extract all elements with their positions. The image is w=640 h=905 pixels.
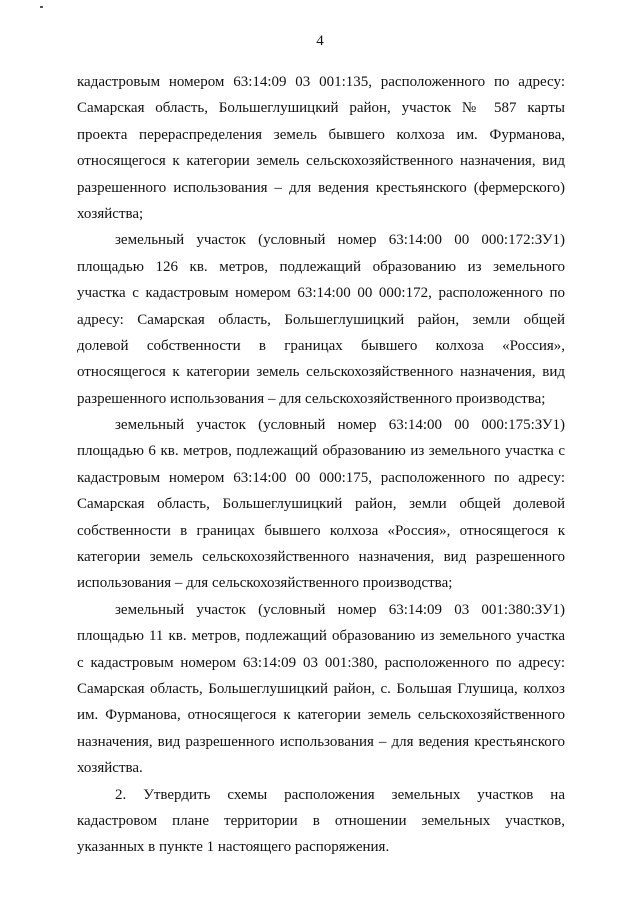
text-line: участка с кадастровым номером 63:14:00 00 000:172, расположенного по	[77, 285, 565, 302]
page-number: 4	[316, 33, 324, 49]
text-line: указанных в пункте 1 настоящего распоряжения.	[77, 839, 390, 856]
text-line: площадью 126 кв. метров, подлежащий образованию из земельного	[77, 258, 565, 275]
text-line: площадью 11 кв. метров, подлежащий образованию из земельного участка	[77, 628, 565, 645]
text-line: земельный участок (условный номер 63:14:00 00 000:172:ЗУ1)	[115, 232, 565, 249]
text-line: хозяйства.	[77, 760, 143, 777]
text-line: назначения, вид разрешенного использования – для ведения крестьянского	[77, 733, 565, 750]
text-line: хозяйства;	[77, 205, 144, 222]
text-line: кадастровым номером 63:14:00 00 000:175, расположенного по адресу:	[77, 469, 565, 486]
text-line: категории земель сельскохозяйственного назначения, вид разрешенного	[77, 549, 565, 566]
text-line: адресу: Самарская область, Большеглушицкий район, земли общей	[77, 311, 565, 328]
text-line: площадью 6 кв. метров, подлежащий образованию из земельного участка с	[77, 443, 565, 460]
text-line: относящегося к категории земель сельскохозяйственного назначения, вид	[77, 153, 565, 170]
text-line: относящегося к категории земель сельскохозяйственного назначения, вид	[77, 364, 565, 381]
text-line: проекта перераспределения земель бывшего колхоза им. Фурманова,	[77, 126, 565, 143]
text-line: долевой собственности в границах бывшего колхоза «Россия»,	[77, 337, 565, 354]
text-line: с кадастровым номером 63:14:09 03 001:380, расположенного по адресу:	[77, 654, 565, 671]
text-line: Самарская область, Большеглушицкий район, с. Большая Глушица, колхоз	[77, 680, 565, 697]
text-line: земельный участок (условный номер 63:14:00 00 000:175:ЗУ1)	[115, 417, 565, 434]
text-line: использования – для сельскохозяйственного производства;	[77, 575, 453, 592]
text-line: Самарская область, Большеглушицкий район, участок № 587 карты	[77, 100, 565, 117]
text-line: кадастровом плане территории в отношении земельных участков,	[77, 812, 565, 829]
text-line: земельный участок (условный номер 63:14:09 03 001:380:ЗУ1)	[115, 601, 565, 618]
text-line: разрешенного использования – для ведения крестьянского (фермерского)	[77, 179, 565, 196]
text-line: разрешенного использования – для сельскохозяйственного производства;	[77, 390, 546, 407]
text-line: Самарская область, Большеглушицкий район, земли общей долевой	[77, 496, 565, 513]
text-line: им. Фурманова, относящегося к категории земель сельскохозяйственного	[77, 707, 565, 724]
text-line: собственности в границах бывшего колхоза «Россия», относящегося к	[77, 522, 565, 539]
text-line: 2. Утвердить схемы расположения земельных участков на	[115, 786, 565, 803]
document-body	[77, 69, 565, 861]
scan-mark	[40, 6, 43, 8]
text-line: кадастровым номером 63:14:09 03 001:135, расположенного по адресу:	[77, 74, 565, 90]
